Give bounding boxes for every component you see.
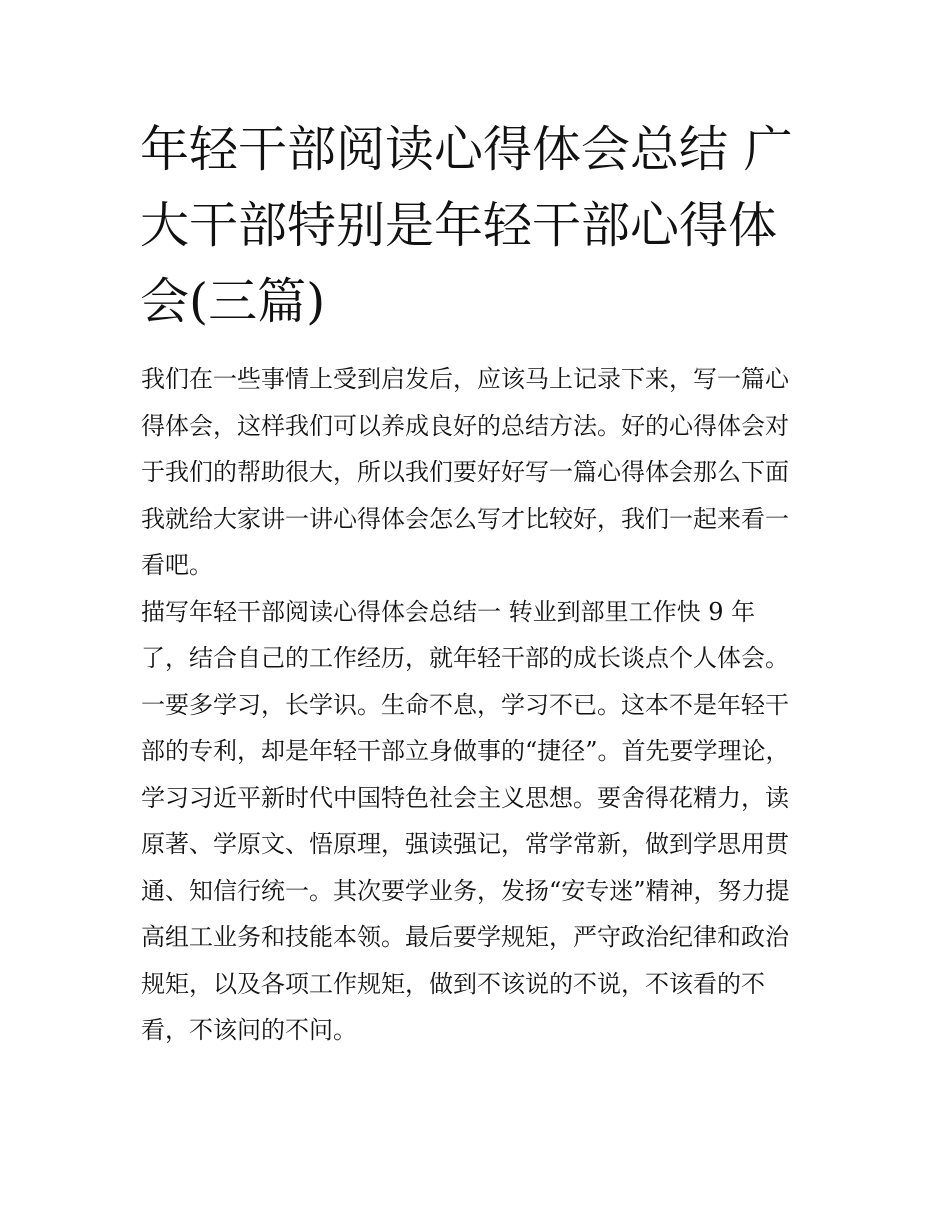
- body-line: 通、知信行统一。其次要学业务，发扬“安专迷”精神，努力提: [141, 876, 790, 905]
- body-line: 得体会，这样我们可以养成良好的总结方法。好的心得体会对: [141, 411, 789, 440]
- title-line: 会(三篇): [140, 273, 326, 330]
- body-line: 部的专利，却是年轻干部立身做事的“捷径”。首先要学理论，: [141, 737, 790, 765]
- title-line: 大干部特别是年轻干部心得体: [140, 197, 778, 254]
- body-line: 于我们的帮助很大，所以我们要好好写一篇心得体会那么下面: [141, 458, 789, 486]
- body-line: 我们在一些事情上受到启发后，应该马上记录下来，写一篇心: [141, 365, 789, 393]
- body-line: 原著、学原文、悟原理，强读强记，常学常新，做到学思用贯: [141, 830, 789, 858]
- body-line: 看，不该问的不问。: [141, 1016, 357, 1044]
- body-line: 高组工业务和技能本领。最后要学规矩，严守政治纪律和政治: [141, 923, 789, 951]
- body-line: 描写年轻干部阅读心得体会总结一 转业到部里工作快 9 年: [141, 597, 756, 626]
- body-line: 学习习近平新时代中国特色社会主义思想。要舍得花精力，读: [141, 783, 789, 812]
- title-line: 年轻干部阅读心得体会总结 广: [140, 121, 793, 178]
- document-title: [140, 112, 820, 340]
- document-body: [141, 356, 821, 1054]
- body-line: 规矩，以及各项工作规矩，做到不该说的不说，不该看的不: [141, 969, 765, 998]
- body-line: 看吧。: [141, 551, 213, 579]
- body-line: 了，结合自己的工作经历，就年轻干部的成长谈点个人体会。: [141, 644, 789, 672]
- body-line: 我就给大家讲一讲心得体会怎么写才比较好，我们一起来看一: [141, 504, 789, 533]
- body-line: 一要多学习，长学识。生命不息，学习不已。这本不是年轻干: [141, 690, 789, 719]
